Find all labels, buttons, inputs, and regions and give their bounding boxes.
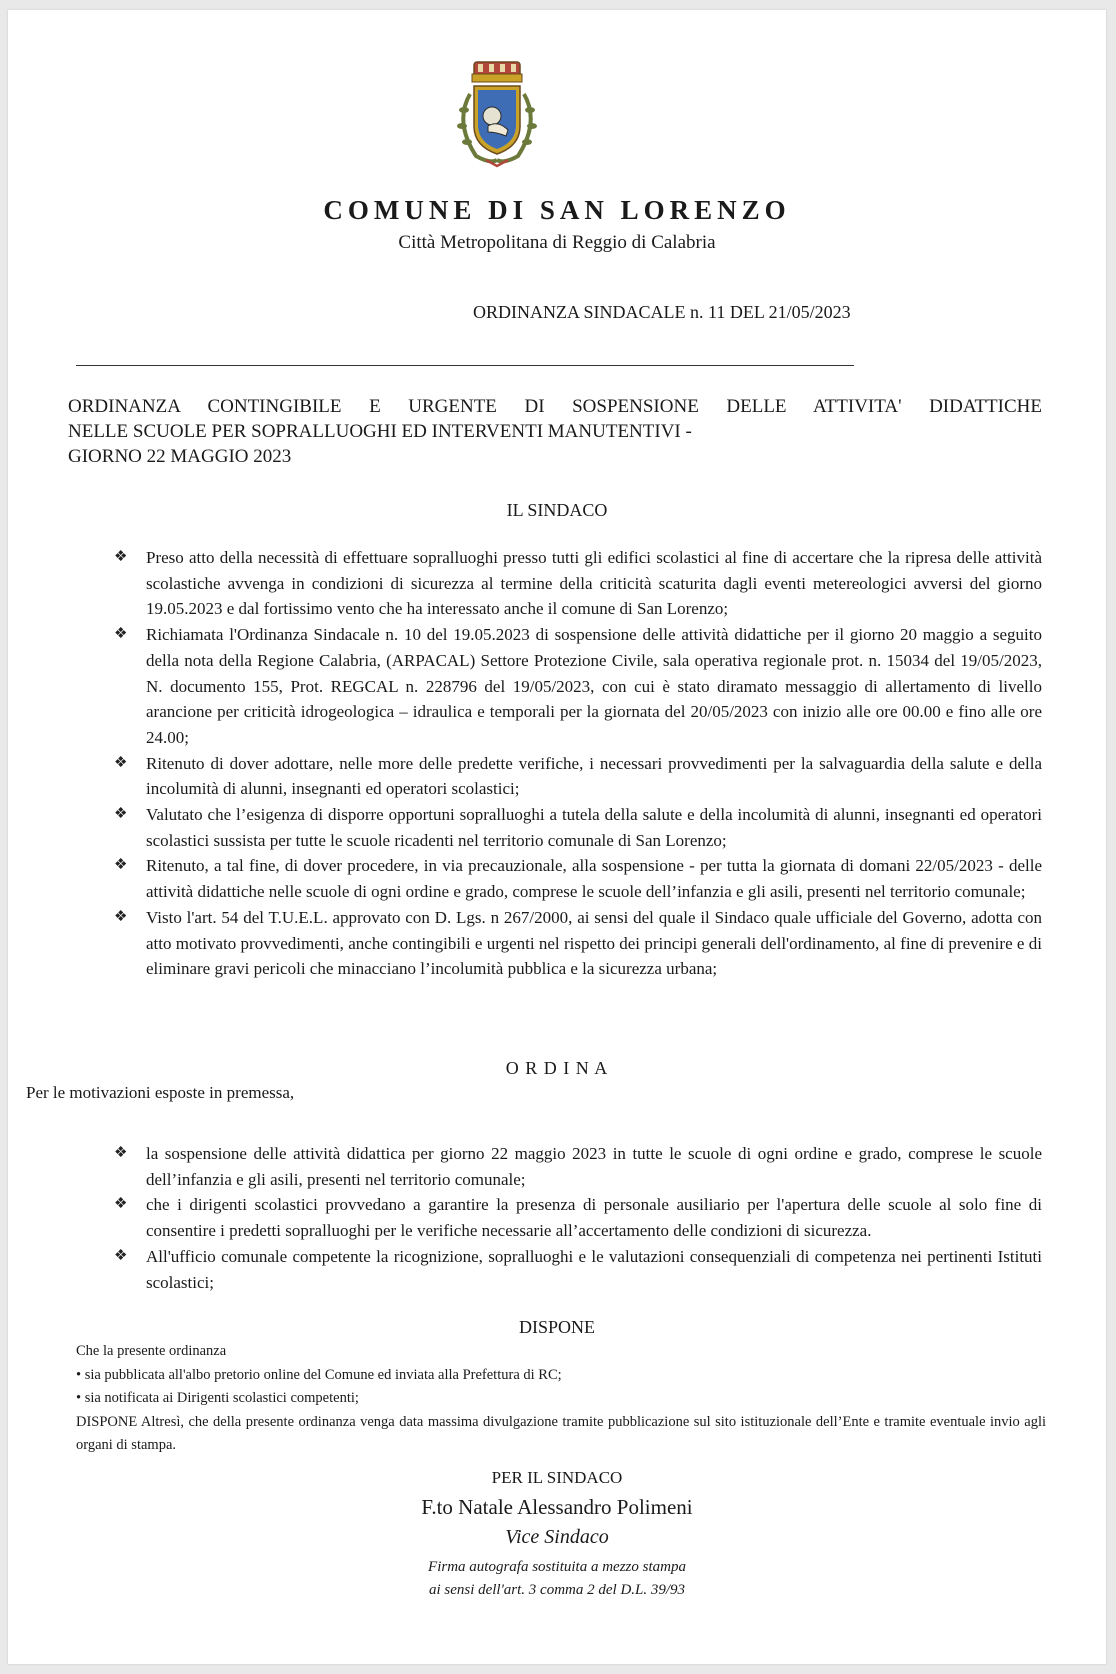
order-item: [114, 1244, 1042, 1295]
order-text: la sospensione delle attività didattica per giorno 22 maggio 2023 in tutte le scuole di ogni ordine e grado, comprese le scuole dell’infanzia e gli asili, presenti nel territorio comunale;: [146, 1144, 1042, 1189]
premise-intro: Per le motivazioni esposte in premessa,: [26, 1083, 295, 1102]
signature-note-line: ai sensi dell'art. 3 comma 2 del D.L. 39/93: [428, 1582, 686, 1598]
premise-item: [114, 905, 1042, 982]
dispone-intro: Che la presente ordinanza: [76, 1343, 227, 1359]
premises-list: [114, 545, 1042, 982]
premise-item: [114, 751, 1042, 802]
premise-text: Ritenuto, a tal fine, di dover procedere, in via precauzionale, alla sospensione - per tutta la giornata di domani 22/05/2023 - delle attività didattiche nelle scuole di ogni ordine e grado, comprese le scuole dell’infanzia e gli asili, presenti nel territorio comunale;: [146, 856, 1042, 902]
subject-line: ORDINANZA CONTINGIBILE E URGENTE DI SOSPENSIONE DELLE ATTIVITA' DIDATTICHE: [68, 396, 1042, 417]
ordinance-subject: [68, 394, 1042, 469]
premise-item: [114, 622, 1042, 751]
premise-item: [114, 802, 1042, 853]
order-item: [114, 1141, 1042, 1192]
order-text: All'ufficio comunale competente la ricognizione, sopralluoghi e le valutazioni consequenziali di competenza nei pertinenti Istituti scolastici;: [146, 1246, 1042, 1292]
order-text: che i dirigenti scolastici provvedano a garantire la presenza di personale ausiliario per l'apertura delle scuole al solo fine di consentire i predetti sopralluoghi per le verifiche necessarie all’accertamento delle condizioni di sicurezza.: [146, 1195, 1042, 1241]
bullet-diamond-icon: ❖: [114, 1145, 128, 1161]
premise-item: [114, 853, 1042, 904]
municipal-crest-emblem: [450, 60, 544, 170]
province-name: Città Metropolitana di Reggio di Calabria: [398, 232, 716, 253]
ordinance-number: ORDINANZA SINDACALE n. 11 DEL 21/05/2023: [473, 302, 851, 322]
premise-text: Valutato che l’esigenza di disporre opportuni sopralluoghi a tutela della salute e della incolumità di alunni, insegnanti ed operatori scolastici sussista per tutte le scuole ricadenti nel territorio comunale di San Lorenzo;: [146, 805, 1042, 850]
bullet-diamond-icon: ❖: [114, 754, 128, 771]
premise-text: Ritenuto di dover adottare, nelle more delle predette verifiche, i necessari provvedimenti per la salvaguardia della salute e della incolumità di alunni, insegnanti ed operatori scolastici;: [146, 753, 1042, 799]
premise-text: Preso atto della necessità di effettuare sopralluoghi presso tutti gli edifici scolastici al fine di accertare che la ripresa delle attività scolastiche avvenga in condizioni di sicurezza al termine della criticità scaturita dagli eventi metereologici avversi del giorno 19.05.2023 e dal fortissimo vento che ha interessato anche il comune di San Lorenzo;: [146, 548, 1042, 619]
dispone-item: • sia pubblicata all'albo pretorio online del Comune ed inviata alla Prefettura di RC;: [76, 1366, 562, 1383]
bullet-diamond-icon: ❖: [114, 908, 128, 925]
municipality-name: COMUNE DI SAN LORENZO: [323, 195, 791, 225]
signatory-role: Vice Sindaco: [505, 1526, 609, 1548]
bullet-diamond-icon: ❖: [114, 857, 128, 874]
document-page: [8, 10, 1106, 1664]
dispone-also: DISPONE Altresì, che della presente ordinanza venga data massima divulgazione tramite pubblicazione sul sito istituzionale dell’Ente e tramite eventuale invio agli organi di stampa.: [76, 1413, 1046, 1453]
bullet-diamond-icon: ❖: [114, 549, 128, 565]
premise-text: Richiamata l'Ordinanza Sindacale n. 10 del 19.05.2023 di sospensione delle attività didattiche per il giorno 20 maggio a seguito della nota della Regione Calabria, (ARPACAL) Settore Protezione Civile, sala operativa regionale prot. n. 15034 del 19/05/2023, N. documento 155, Prot. REGCAL n. 228796 del 19/05/2023, con cui è stato diramato messaggio di allertamento di livello arancione per criticità idrogeologica – idraulica e temporali per la giornata del 20/05/2023 con inizio alle ore 00.00 e fino alle ore 24.00;: [146, 625, 1042, 747]
bullet-diamond-icon: ❖: [114, 1247, 128, 1264]
signatory-name: F.to Natale Alessandro Polimeni: [421, 1495, 693, 1519]
premise-item: [114, 545, 1042, 622]
subject-line: NELLE SCUOLE PER SOPRALLUOGHI ED INTERVENTI MANUTENTIVI -: [68, 421, 692, 442]
orders-list: [114, 1141, 1042, 1295]
bullet-diamond-icon: ❖: [114, 626, 128, 643]
dispone-section: [76, 1340, 1046, 1458]
dispone-item: • sia notificata ai Dirigenti scolastici competenti;: [76, 1390, 359, 1406]
bullet-diamond-icon: ❖: [114, 1196, 128, 1213]
divider-line: [76, 365, 854, 366]
subject-line: GIORNO 22 MAGGIO 2023: [68, 446, 292, 467]
for-mayor-label: PER IL SINDACO: [491, 1468, 623, 1487]
order-item: [114, 1192, 1042, 1243]
signature-note-line: Firma autografa sostituita a mezzo stampa: [428, 1559, 686, 1575]
dispone-heading: DISPONE: [518, 1317, 595, 1337]
mayor-heading: IL SINDACO: [506, 500, 608, 520]
orders-heading: O R D I N A: [505, 1058, 609, 1078]
bullet-diamond-icon: ❖: [114, 806, 128, 823]
premise-text: Visto l'art. 54 del T.U.E.L. approvato con D. Lgs. n 267/2000, ai sensi del quale il Sindaco quale ufficiale del Governo, adotta con atto motivato provvedimenti, anche contingibili e urgenti nel rispetto dei principi generali dell'ordinamento, al fine di prevenire e di eliminare gravi pericoli che minacciano l’incolumità pubblica e la sicurezza urbana;: [146, 907, 1042, 979]
